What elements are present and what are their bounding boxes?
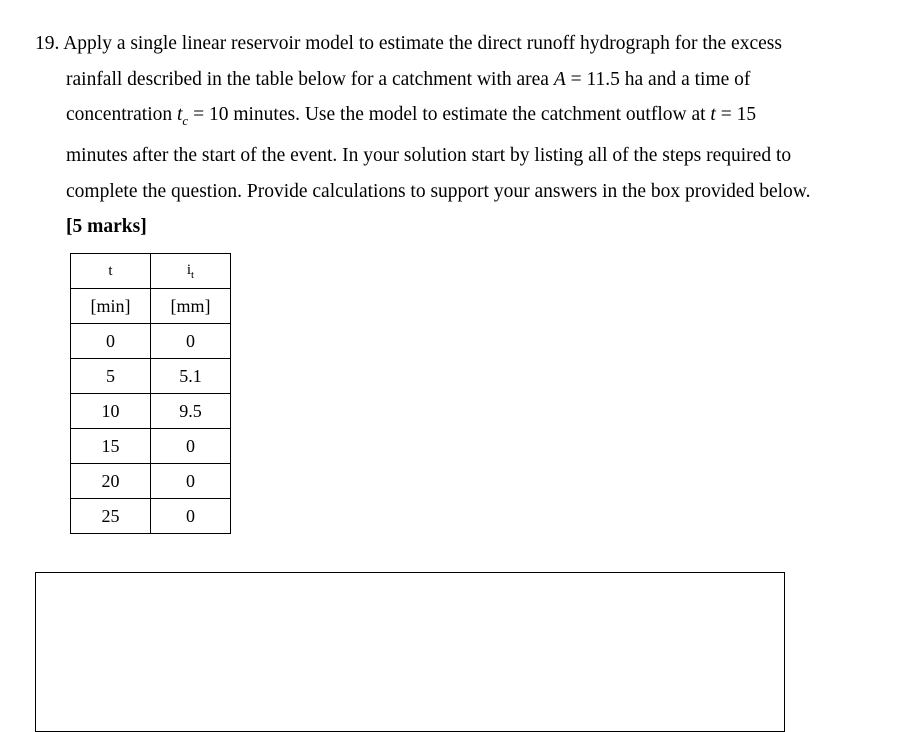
table-row [71, 499, 231, 534]
cell-t: 20 [71, 464, 151, 499]
question-line-4: minutes after the start of the event. In your solution start by listing all of the steps required to [66, 145, 792, 167]
header-t: t [71, 254, 151, 289]
table-row [71, 464, 231, 499]
table-row [71, 394, 231, 429]
unit-mm: [mm] [151, 289, 231, 324]
question-line-5: complete the question. Provide calculations to support your answers in the box provided below. [66, 180, 811, 202]
table-header-row [71, 254, 231, 289]
cell-t: 10 [71, 394, 151, 429]
cell-t: 5 [71, 359, 151, 394]
cell-i: 0 [151, 429, 231, 464]
table-row [71, 324, 231, 359]
cell-t: 0 [71, 324, 151, 359]
header-i: $i_t$ [151, 254, 231, 289]
question-marks: [5 marks] [66, 216, 147, 238]
rainfall-table [70, 253, 231, 534]
table-row [71, 359, 231, 394]
unit-min: [min] [71, 289, 151, 324]
question-line-1: 19. Apply a single linear reservoir model to estimate the direct runoff hydrograph for the excess [35, 33, 782, 54]
cell-t: 25 [71, 499, 151, 534]
cell-t: 15 [71, 429, 151, 464]
table-units-row [71, 289, 231, 324]
cell-i: 0 [151, 324, 231, 359]
question-text [35, 26, 885, 245]
answer-box[interactable] [35, 572, 785, 732]
cell-i: 0 [151, 464, 231, 499]
cell-i: 9.5 [151, 394, 231, 429]
cell-i: 0 [151, 499, 231, 534]
cell-i: 5.1 [151, 359, 231, 394]
question-line-3: concentration $t_c = 10$ minutes. Use the model to estimate the catchment outflow at t = 15 [66, 104, 757, 128]
question-number: 19. [35, 33, 60, 54]
question-line-2: rainfall described in the table below for a catchment with area A = 11.5 ha and a time of [66, 68, 751, 90]
table-row [71, 429, 231, 464]
